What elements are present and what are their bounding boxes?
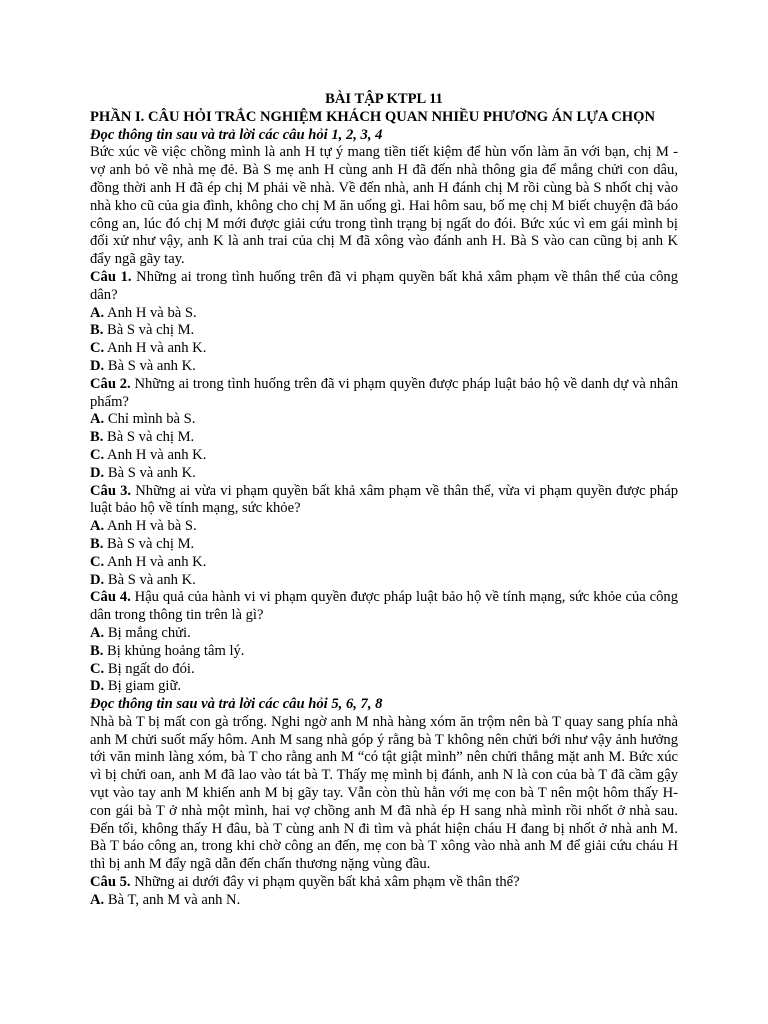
section-heading: PHẦN I. CÂU HỎI TRẮC NGHIỆM KHÁCH QUAN NHIỀU PHƯƠNG ÁN LỰA CHỌN xyxy=(90,108,655,125)
option-3b xyxy=(90,536,678,554)
option-1a xyxy=(90,305,678,323)
question-label: Câu 2. xyxy=(90,375,131,392)
question-label: Câu 1. xyxy=(90,268,132,285)
option-text: Bà S và anh K. xyxy=(104,571,196,588)
option-letter: C. xyxy=(90,340,105,357)
option-text: Bà S và anh K. xyxy=(104,464,196,481)
option-3a xyxy=(90,518,678,536)
option-text: Anh H và anh K. xyxy=(104,553,207,570)
option-letter: A. xyxy=(90,624,105,641)
question-3 xyxy=(90,483,678,519)
question-label: Câu 3. xyxy=(90,482,132,499)
question-text: Những ai trong tình huống trên đã vi phạm quyền bất khả xâm phạm về thân thể của công dân? xyxy=(90,268,678,303)
option-4b xyxy=(90,643,678,661)
option-3d xyxy=(90,572,678,590)
option-letter: B. xyxy=(90,429,104,446)
option-letter: B. xyxy=(90,642,104,659)
option-letter: C. xyxy=(90,446,105,463)
question-2 xyxy=(90,376,678,412)
option-text: Bị giam giữ. xyxy=(104,678,182,695)
option-2b xyxy=(90,429,678,447)
option-letter: D. xyxy=(90,357,105,374)
option-text: Anh H và bà S. xyxy=(104,518,197,535)
option-5a xyxy=(90,892,678,910)
option-letter: B. xyxy=(90,322,104,339)
instruction-block-1: Đọc thông tin sau và trả lời các câu hỏi 1, 2, 3, 4 xyxy=(90,126,383,143)
question-label: Câu 5. xyxy=(90,874,131,891)
option-text: Anh H và bà S. xyxy=(104,304,197,321)
option-letter: A. xyxy=(90,518,105,535)
option-text: Bà S và chị M. xyxy=(103,535,195,552)
option-letter: D. xyxy=(90,464,105,481)
option-1c xyxy=(90,340,678,358)
option-letter: D. xyxy=(90,571,105,588)
option-1b xyxy=(90,322,678,340)
question-text: Hậu quả của hành vi vi phạm quyền được pháp luật bảo hộ về tính mạng, sức khỏe của công dân trong thông tin trên là gì? xyxy=(90,589,679,624)
option-text: Bị mắng chửi. xyxy=(104,624,191,641)
option-4a xyxy=(90,625,678,643)
instruction-block-2: Đọc thông tin sau và trả lời các câu hỏi 5, 6, 7, 8 xyxy=(90,696,383,713)
question-label: Câu 4. xyxy=(90,589,131,606)
option-2d xyxy=(90,465,678,483)
option-text: Chỉ mình bà S. xyxy=(104,411,196,428)
option-letter: A. xyxy=(90,891,105,908)
document-page xyxy=(90,91,678,910)
option-letter: A. xyxy=(90,304,105,321)
option-text: Anh H và anh K. xyxy=(104,340,207,357)
question-text: Những ai dưới đây vi phạm quyền bất khả xâm phạm về thân thể? xyxy=(130,874,520,891)
option-4d xyxy=(90,678,678,696)
option-text: Anh H và anh K. xyxy=(104,446,207,463)
question-4 xyxy=(90,589,678,625)
question-text: Những ai vừa vi phạm quyền bất khả xâm phạm về thân thể, vừa vi phạm quyền được pháp luật bảo hộ về tính mạng, sức khỏe? xyxy=(90,482,678,517)
option-2c xyxy=(90,447,678,465)
option-letter: C. xyxy=(90,660,105,677)
option-text: Bà S và chị M. xyxy=(103,322,195,339)
option-1d xyxy=(90,358,678,376)
option-text: Bà S và anh K. xyxy=(104,357,196,374)
option-text: Bà T, anh M và anh N. xyxy=(104,891,241,908)
question-5 xyxy=(90,874,678,892)
option-text: Bị khủng hoảng tâm lý. xyxy=(103,642,245,659)
option-text: Bà S và chị M. xyxy=(103,429,195,446)
option-letter: B. xyxy=(90,535,104,552)
option-letter: A. xyxy=(90,411,105,428)
passage-block-1: Bức xúc về việc chồng mình là anh H tự ý mang tiền tiết kiệm để hùn vốn làm ăn với bạn, chị M - vợ anh bỏ về nhà mẹ đẻ. Bà S mẹ anh H cùng anh H đã đến nhà thông gia để mắng chửi con dâu, đồng thời anh H đã ép chị M phải về nhà. Về đến nhà, anh H đánh chị M rồi cùng bà S nhốt chị vào nhà kho cũ của gia đình, không cho chị M ăn uống gì. Hai hôm sau, bố mẹ chị M biết chuyện đã báo công an, lúc đó chị M mới được giải cứu trong tình trạng bị ngất do đói. Bức xúc vì em gái mình bị đối xử như vậy, anh K là anh trai của chị M đã xông vào đánh anh H. Bà S vào can cũng bị anh K đẩy ngã gãy tay. xyxy=(90,144,678,268)
question-1 xyxy=(90,269,678,305)
option-letter: D. xyxy=(90,678,105,695)
question-text: Những ai trong tình huống trên đã vi phạm quyền được pháp luật bảo hộ về danh dự và nhân phẩm? xyxy=(90,375,678,410)
passage-block-2: Nhà bà T bị mất con gà trống. Nghi ngờ anh M nhà hàng xóm ăn trộm nên bà T quay sang phía nhà anh M chửi suốt mấy hôm. Anh M sang nhà góp ý rằng bà T không nên chửi bới như vậy ảnh hưởng tới văn minh làng xóm, bà T cho rằng anh M “có tật giật mình” nên chửi thẳng mặt anh M. Bức xúc vì bị chửi oan, anh M đã lao vào tát bà T. Thấy mẹ mình bị đánh, anh N là con của bà T đã cầm gậy vụt vào tay anh M khiến anh M bị gãy tay. Vẫn còn thù hằn với mẹ con bà T nên một hôm thấy H- con gái bà T ở nhà một mình, hai vợ chồng anh M đã nhà ép H sang nhà mình rồi nhốt ở nhà sau. Đến tối, không thấy H đâu, bà T cùng anh N đi tìm và phát hiện cháu H đang bị nhốt ở nhà anh M. Bà T báo công an, trong khi chờ công an đến, mẹ con bà T xông vào nhà anh M để giải cứu cháu H thì bị anh M đẩy ngã dẫn đến chấn thương nặng vùng đầu. xyxy=(90,713,678,873)
document-title: BÀI TẬP KTPL 11 xyxy=(325,91,443,107)
option-3c xyxy=(90,554,678,572)
option-text: Bị ngất do đói. xyxy=(104,660,195,677)
option-2a xyxy=(90,411,678,429)
option-4c xyxy=(90,661,678,679)
option-letter: C. xyxy=(90,553,105,570)
